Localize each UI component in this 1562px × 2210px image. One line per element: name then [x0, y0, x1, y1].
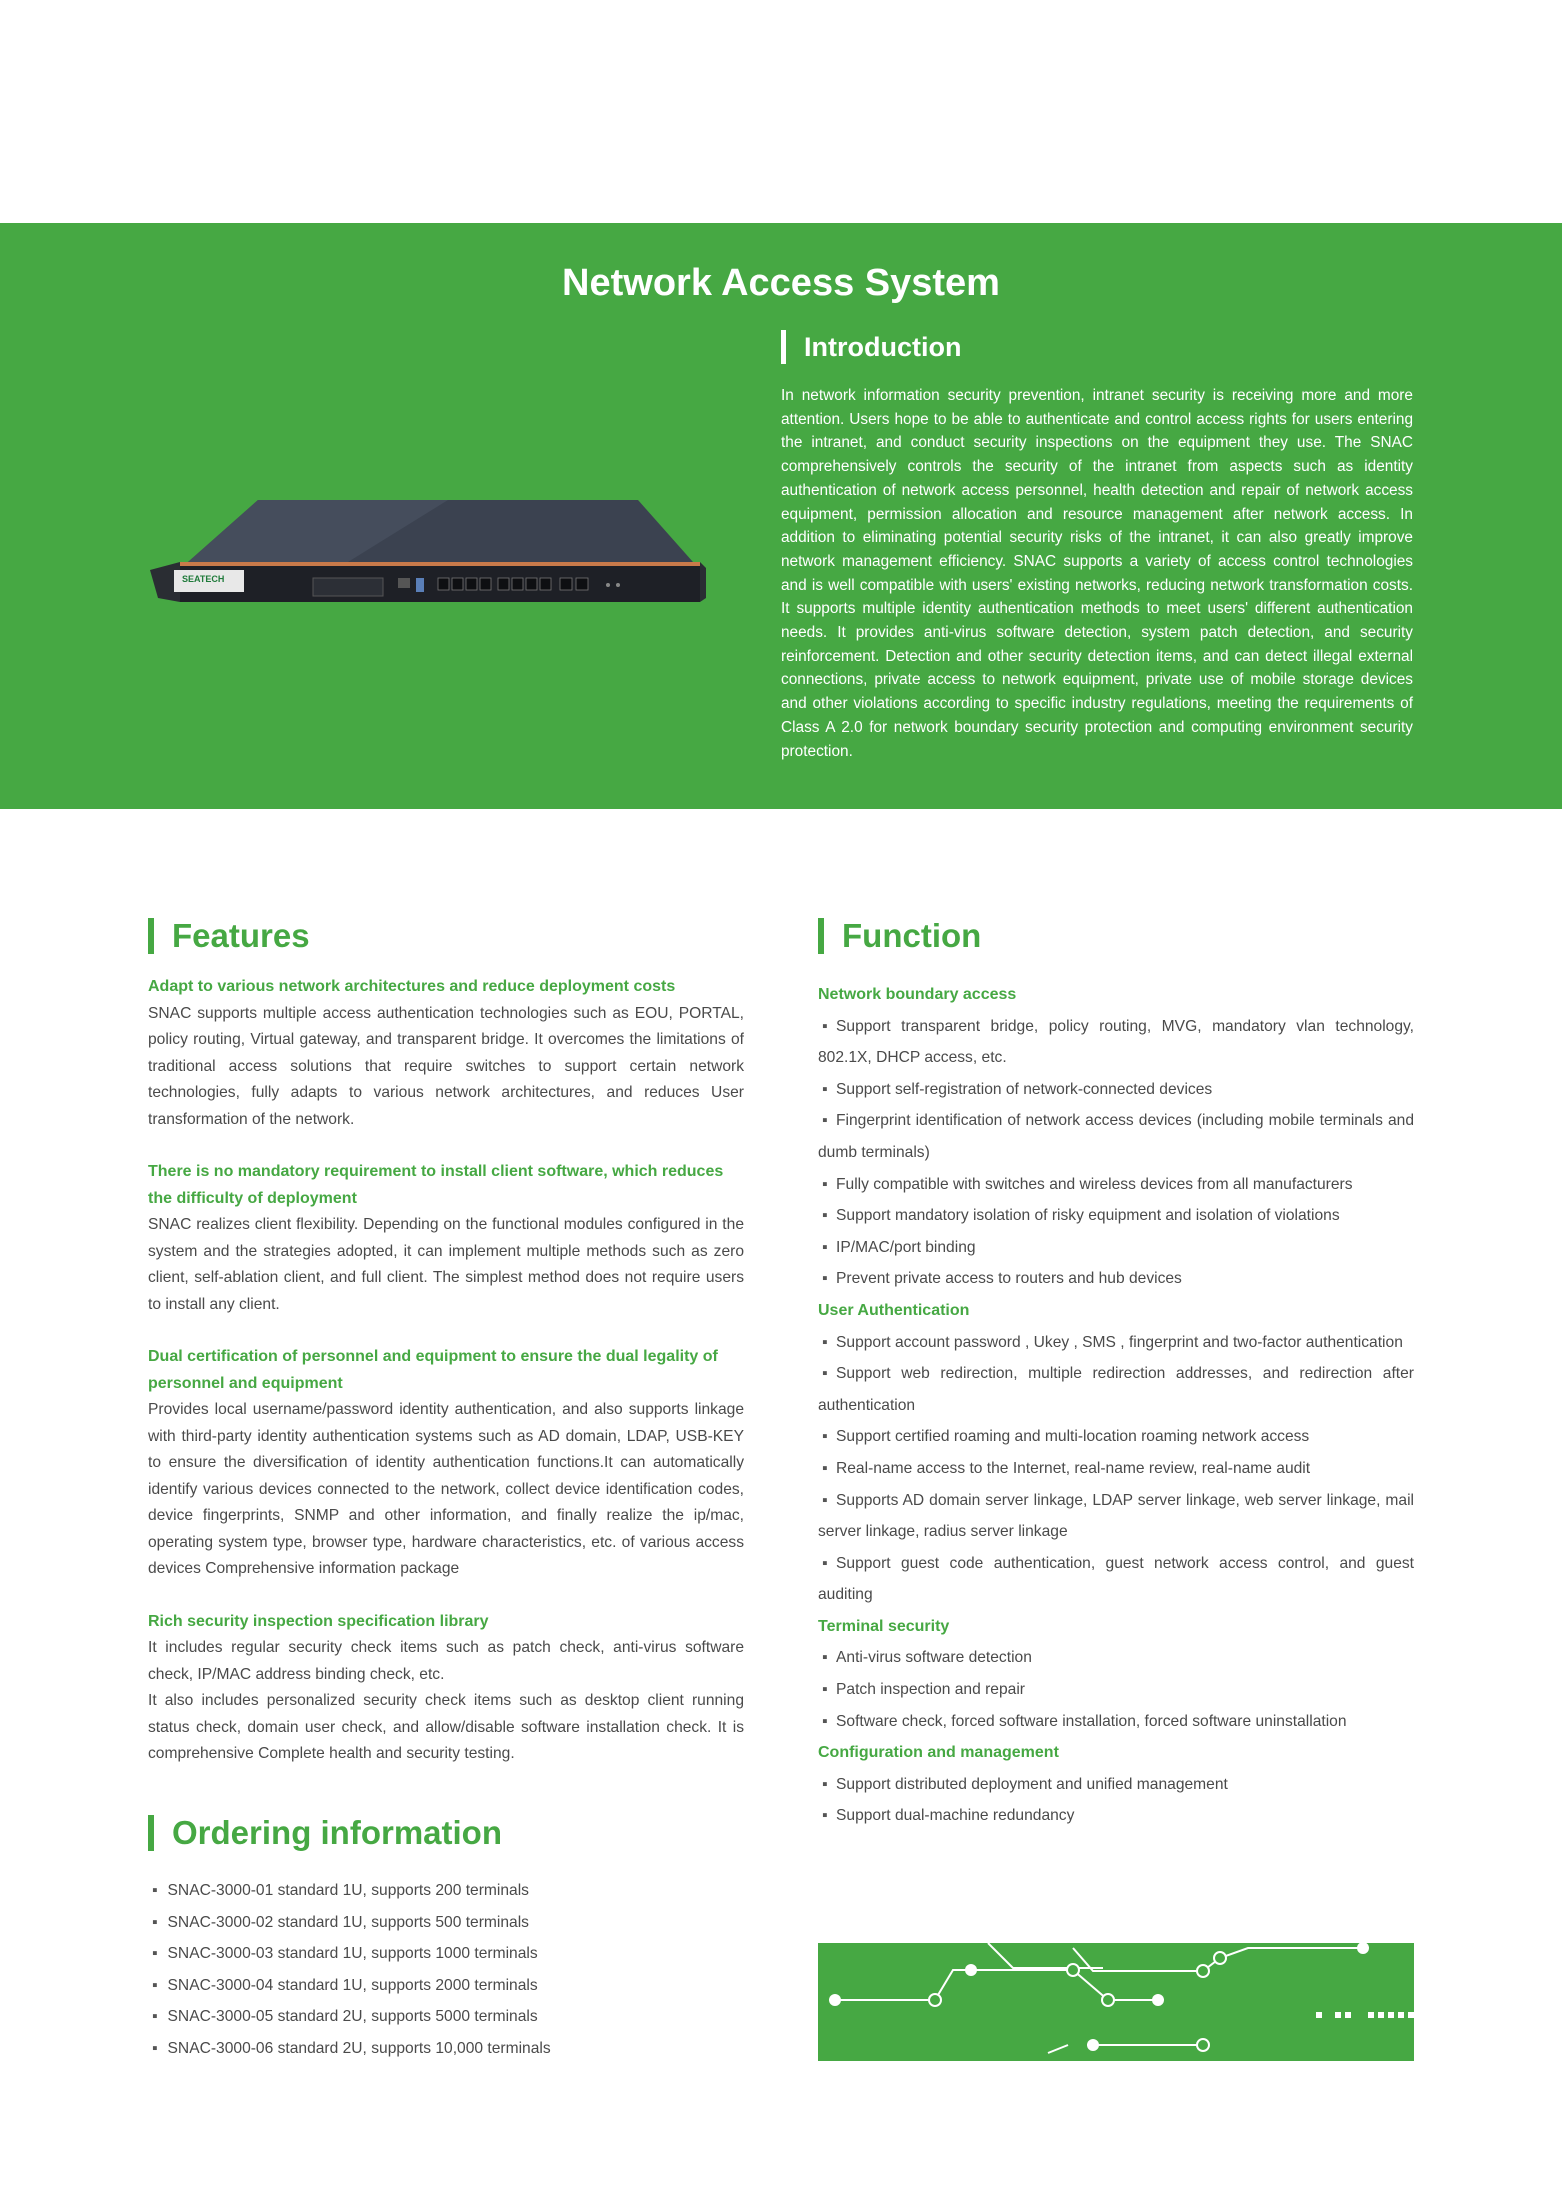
- features-section: [148, 974, 744, 1794]
- ordering-item: ▪ SNAC-3000-06 standard 2U, supports 10,000 terminals: [152, 2033, 752, 2065]
- feature-title: There is no mandatory requirement to install client software, which reduces the difficulty of deployment: [148, 1163, 724, 1207]
- ordering-item: ▪ SNAC-3000-04 standard 1U, supports 2000 terminals: [152, 1970, 752, 2002]
- function-group: [818, 1611, 1414, 1737]
- page-title: Network Access System: [562, 262, 1000, 304]
- function-group: [818, 1737, 1414, 1832]
- feature-item: [148, 1159, 744, 1318]
- ordering-item: ▪ SNAC-3000-05 standard 2U, supports 5000 terminals: [152, 2001, 752, 2033]
- device-brand-label: SEATECH: [182, 574, 225, 584]
- function-item: ▪ Support web redirection, multiple redirection addresses, and redirection after authentication: [818, 1365, 1414, 1414]
- ordering-item: ▪ SNAC-3000-03 standard 1U, supports 1000 terminals: [152, 1938, 752, 1970]
- ordering-list: [152, 1875, 752, 2065]
- function-item: ▪ Support certified roaming and multi-location roaming network access: [822, 1428, 1310, 1446]
- function-item: ▪ Support transparent bridge, policy routing, MVG, mandatory vlan technology, 802.1X, DHCP access, etc.: [818, 1017, 1414, 1067]
- function-group: [818, 1295, 1414, 1611]
- function-group-title: Configuration and management: [818, 1744, 1059, 1762]
- ordering-item: ▪ SNAC-3000-02 standard 1U, supports 500 terminals: [152, 1907, 752, 1939]
- ordering-heading: Ordering information: [148, 1815, 502, 1851]
- function-item: ▪ Fingerprint identification of network access devices (including mobile terminals and dumb terminals): [818, 1112, 1414, 1161]
- circuit-graphic: [818, 1943, 1414, 2061]
- features-heading: Features: [148, 918, 310, 954]
- function-item: ▪ Support account password , Ukey , SMS , fingerprint and two-factor authentication: [822, 1333, 1403, 1351]
- function-item: ▪ Support mandatory isolation of risky equipment and isolation of violations: [822, 1207, 1340, 1225]
- function-item: ▪ Patch inspection and repair: [822, 1681, 1025, 1699]
- feature-title: Dual certification of personnel and equipment to ensure the dual legality of personnel and equipment: [148, 1348, 718, 1392]
- function-item: ▪ Software check, forced software installation, forced software uninstallation: [822, 1712, 1347, 1730]
- introduction-text: In network information security prevention, intranet security is receiving more and more attention. Users hope to be able to authenticate and control access rights for users entering the intranet, and conduct security inspections on the equipment they use. The SNAC comprehensively controls the security of the intranet from aspects such as identity authentication of network access personnel, health detection and repair of network access equipment, permission allocation and resource management after network access. In addition to eliminating potential security risks of the intranet, it can also greatly improve network management efficiency. SNAC supports a variety of access control technologies and is well compatible with users' existing networks, reducing network transformation costs. It supports multiple identity authentication methods to meet users' different authentication needs. It provides anti-virus software detection, system patch detection, and security reinforcement. Detection and other security detection items, and can detect illegal external connections, private access to network equipment, private use of mobile storage devices and other violations according to specific industry regulations, meeting the requirements of Class A 2.0 for network boundary security protection and computing environment security protection.: [781, 387, 1413, 760]
- introduction-heading: Introduction: [781, 330, 961, 364]
- function-heading: Function: [818, 918, 981, 954]
- function-item: ▪ Supports AD domain server linkage, LDAP server linkage, web server linkage, mail server linkage, radius server linkage: [818, 1491, 1414, 1541]
- feature-item: [148, 1344, 744, 1583]
- function-item: ▪ Support distributed deployment and unified management: [822, 1775, 1228, 1793]
- feature-item: [148, 1609, 744, 1768]
- function-item: ▪ Prevent private access to routers and hub devices: [822, 1270, 1182, 1288]
- function-section: [818, 979, 1414, 1832]
- function-group-title: Network boundary access: [818, 986, 1017, 1003]
- function-group: [818, 979, 1414, 1295]
- function-item: ▪ Support guest code authentication, guest network access control, and guest auditing: [818, 1554, 1414, 1604]
- feature-text: SNAC realizes client flexibility. Depending on the functional modules configured in the system and the strategies adopted, it can implement multiple methods such as zero client, self-ablation client, and full client. The simplest method does not require users to install any client.: [148, 1216, 744, 1313]
- function-group-title: Terminal security: [818, 1617, 950, 1635]
- feature-title: Adapt to various network architectures and reduce deployment costs: [148, 978, 676, 995]
- feature-item: [148, 974, 744, 1133]
- function-item: ▪ Real-name access to the Internet, real-name review, real-name audit: [822, 1459, 1311, 1477]
- feature-text: It includes regular security check items such as patch check, anti-virus software check, IP/MAC address binding check, etc.: [148, 1639, 744, 1683]
- feature-title: Rich security inspection specification library: [148, 1612, 489, 1630]
- function-item: ▪ Fully compatible with switches and wireless devices from all manufacturers: [822, 1175, 1353, 1193]
- ordering-item: ▪ SNAC-3000-01 standard 1U, supports 200 terminals: [152, 1875, 752, 1907]
- function-group-title: User Authentication: [818, 1301, 970, 1319]
- function-item: ▪ Anti-virus software detection: [822, 1649, 1032, 1667]
- function-item: ▪ Support dual-machine redundancy: [822, 1807, 1075, 1825]
- feature-text: Provides local username/password identity authentication, and also supports linkage with third-party identity authentication systems such as AD domain, LDAP, USB-KEY to ensure the diversification of identity authentication functions.It can automatically identify various devices connected to the network, collect device identification codes, device fingerprints, SNMP and other information, and finally realize the ip/mac, operating system type, browser type, hardware characteristics, etc. of various access devices Comprehensive information package: [148, 1401, 744, 1577]
- function-item: ▪ IP/MAC/port binding: [822, 1238, 976, 1256]
- device-image: [148, 490, 708, 630]
- feature-text: It also includes personalized security check items such as desktop client running status check, domain user check, and allow/disable software installation check. It is comprehensive Complete health and security testing.: [148, 1692, 744, 1762]
- feature-text: SNAC supports multiple access authentication technologies such as EOU, PORTAL, policy routing, Virtual gateway, and transparent bridge. It overcomes the limitations of traditional access solutions that require switches to support certain network technologies, fully adapts to various network architectures, and reduces User transformation of the network.: [148, 1004, 744, 1128]
- function-item: ▪ Support self-registration of network-connected devices: [822, 1080, 1213, 1098]
